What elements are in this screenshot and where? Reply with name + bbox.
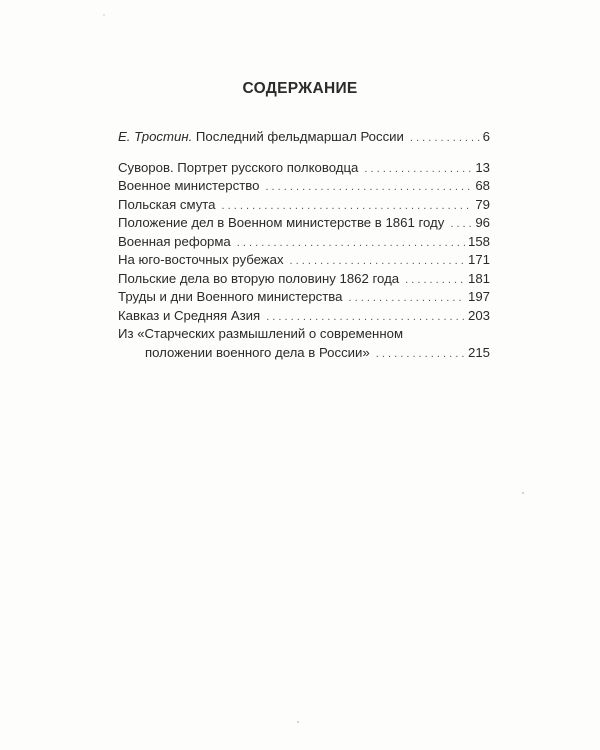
paper-speck bbox=[103, 14, 105, 16]
toc-entry[interactable] bbox=[118, 214, 490, 233]
dot-leader bbox=[237, 234, 465, 253]
toc-entry-title: Из «Старческих размышлений о современном bbox=[118, 326, 404, 341]
toc-entry-title: Военное министерство bbox=[118, 178, 260, 193]
toc-page-number: 171 bbox=[467, 252, 490, 267]
toc-page-number: 13 bbox=[475, 159, 490, 175]
toc-page-number: 79 bbox=[475, 196, 490, 212]
dot-leader bbox=[348, 289, 465, 308]
toc-entry[interactable] bbox=[118, 128, 490, 147]
toc-page-number: 203 bbox=[467, 307, 490, 323]
toc-entry[interactable] bbox=[118, 251, 490, 270]
toc-entry-line2[interactable] bbox=[118, 344, 490, 363]
toc-entry-title: Труды и дни Военного министерства bbox=[118, 289, 343, 304]
dot-leader bbox=[450, 215, 472, 234]
dot-leader bbox=[222, 197, 473, 216]
toc-page-number: 215 bbox=[467, 344, 490, 360]
table-of-contents bbox=[118, 128, 490, 362]
toc-entry-title: Военная реформа bbox=[118, 233, 231, 249]
toc-entry[interactable] bbox=[118, 196, 490, 215]
dot-leader bbox=[266, 308, 465, 327]
toc-page-number: 197 bbox=[467, 289, 490, 304]
toc-page-number: 181 bbox=[467, 270, 490, 286]
dot-leader bbox=[376, 345, 465, 364]
paper-speck bbox=[522, 492, 524, 494]
toc-entry-title-continued: положении военного дела в России» bbox=[145, 344, 370, 360]
toc-entry[interactable] bbox=[118, 288, 490, 307]
toc-entry-title: Суворов. Портрет русского полководца bbox=[118, 159, 359, 175]
toc-entry[interactable] bbox=[118, 307, 490, 326]
dot-leader bbox=[405, 271, 465, 290]
toc-entry-title: Польская смута bbox=[118, 196, 216, 212]
toc-entry[interactable] bbox=[118, 159, 490, 178]
toc-entry-title: Польские дела во вторую половину 1862 года bbox=[118, 270, 400, 286]
page-title: СОДЕРЖАНИЕ bbox=[242, 80, 358, 97]
dot-leader bbox=[410, 129, 480, 148]
toc-entry-title: Е. Тростин. Последний фельдмаршал России bbox=[118, 129, 404, 144]
dot-leader bbox=[364, 160, 472, 179]
toc-page-number: 158 bbox=[467, 233, 490, 249]
dot-leader bbox=[290, 252, 465, 271]
toc-page-number: 68 bbox=[475, 178, 490, 193]
paper-speck bbox=[297, 721, 299, 723]
toc-entry-author: Е. Тростин. bbox=[118, 129, 193, 144]
toc-entry-title: Положение дел в Военном министерстве в 1861 году bbox=[118, 215, 445, 230]
toc-page-number: 96 bbox=[475, 215, 490, 230]
toc-page-number: 6 bbox=[482, 129, 490, 144]
toc-entry-title: На юго-восточных рубежах bbox=[118, 252, 284, 267]
dot-leader bbox=[265, 178, 472, 197]
toc-entry[interactable] bbox=[118, 233, 490, 252]
toc-entry-line1[interactable] bbox=[118, 325, 490, 344]
toc-entry-title: Кавказ и Средняя Азия bbox=[118, 307, 261, 323]
toc-entry[interactable] bbox=[118, 270, 490, 289]
toc-entry[interactable] bbox=[118, 177, 490, 196]
